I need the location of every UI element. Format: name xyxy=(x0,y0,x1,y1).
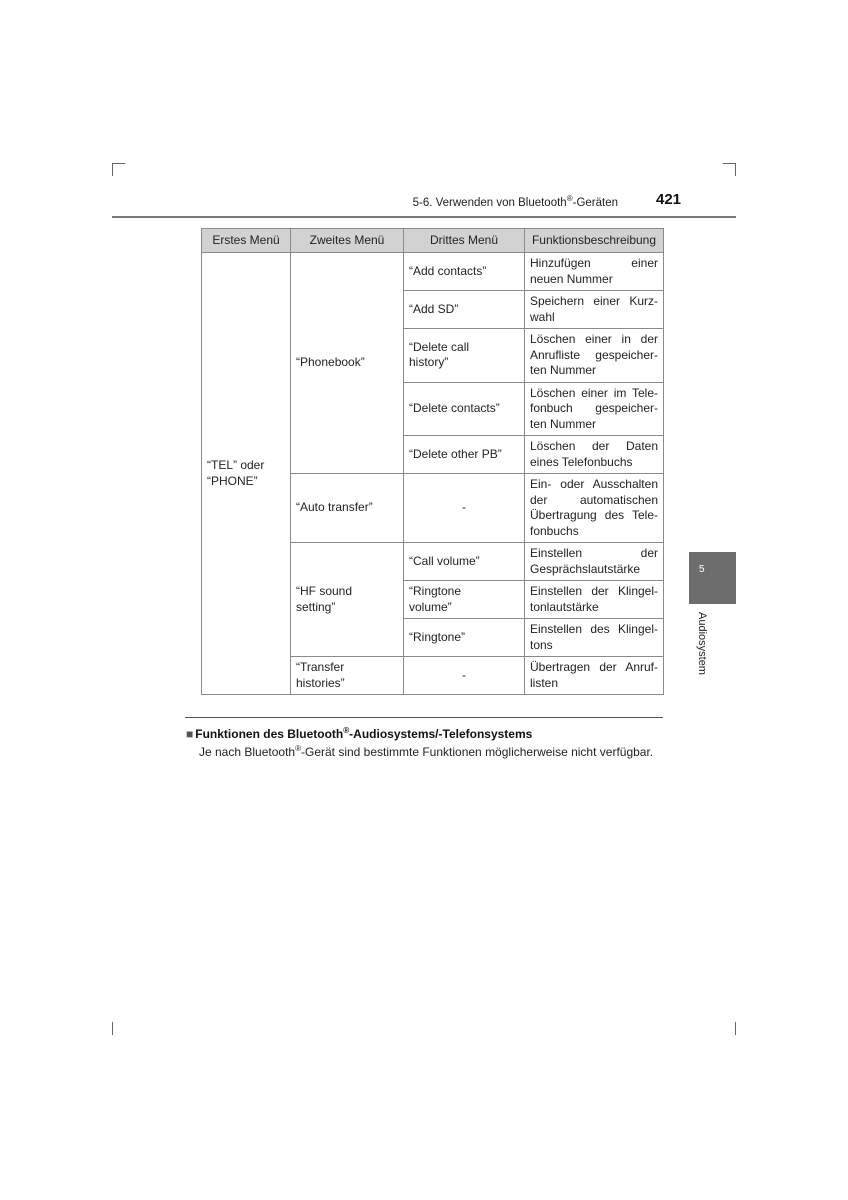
table-row xyxy=(202,253,664,291)
cell-line: histories” xyxy=(296,675,345,690)
cell-description xyxy=(525,329,664,383)
cell-line: ten Nummer xyxy=(530,416,597,431)
cell-second-menu xyxy=(291,657,404,695)
cell-line: fonbuch gespeicher- xyxy=(530,401,658,415)
cell-line: “Auto transfer” xyxy=(296,500,373,515)
cell-line: tonlautstärke xyxy=(530,599,599,614)
crop-mark-bottom-right-v xyxy=(735,1022,736,1035)
cell-description xyxy=(525,382,664,436)
cell-line: listen xyxy=(530,675,559,690)
table-bottom-rule xyxy=(185,717,663,718)
cell-line: “TEL” oder xyxy=(207,458,265,472)
table-body xyxy=(202,253,664,695)
cell-second-menu xyxy=(291,253,404,474)
cell-line: wahl xyxy=(530,309,555,324)
note-text: Je nach Bluetooth®-Gerät sind bestimmte Funktionen möglicherweise nicht verfügbar. xyxy=(199,744,654,759)
cell-line: ten Nummer xyxy=(530,363,597,377)
note-heading: ■ Funktionen des Bluetooth®-Audiosystems/-Telefonsystems xyxy=(186,726,533,741)
cell-description xyxy=(525,291,664,329)
cell-line: Löschen der Daten xyxy=(530,439,658,453)
section-label: Audiosystem xyxy=(696,612,708,675)
crop-mark-bottom-left-v xyxy=(112,1022,113,1035)
column-header-first-menu: Erstes Menü xyxy=(202,229,291,253)
cell-description xyxy=(525,436,664,474)
column-header-second-menu: Zweites Menü xyxy=(291,229,404,253)
cell-line: Anrufliste gespeicher- xyxy=(530,347,658,362)
cell-line: Löschen einer im Tele- xyxy=(530,385,658,400)
cell-line: volume” xyxy=(409,599,452,614)
cell-line: Übertragung des Tele- xyxy=(530,508,658,522)
cell-line: neuen Nummer xyxy=(530,271,613,286)
cell-description xyxy=(525,543,664,581)
cell-first-menu xyxy=(202,253,291,695)
cell-line: Gesprächslautstärke xyxy=(530,561,641,576)
cell-line: - xyxy=(462,500,466,515)
header-rule xyxy=(112,216,736,218)
cell-line: Übertragen der Anruf- xyxy=(530,660,658,674)
cell-description xyxy=(525,619,664,657)
cell-line: Ein- oder Ausschalten xyxy=(530,477,658,491)
cell-third-menu xyxy=(404,291,525,329)
cell-line: “Transfer xyxy=(296,660,345,674)
cell-line: history” xyxy=(409,355,449,370)
header-title: 5-6. Verwenden von Bluetooth®-Geräten xyxy=(412,194,618,209)
cell-line: “PHONE” xyxy=(207,473,258,488)
cell-line: der automatischen xyxy=(530,492,658,507)
square-bullet-icon: ■ xyxy=(186,727,194,741)
menu-table xyxy=(201,228,664,695)
cell-line: Einstellen des Klingel- xyxy=(530,622,658,636)
cell-third-menu xyxy=(404,382,525,436)
cell-third-menu xyxy=(404,543,525,581)
cell-line: Löschen einer in der xyxy=(530,332,658,346)
cell-line: “Delete contacts” xyxy=(409,401,500,415)
column-header-third-menu: Drittes Menü xyxy=(404,229,525,253)
cell-line: Einstellen der xyxy=(530,546,658,560)
table-header-row xyxy=(202,229,664,253)
cell-line: “Add SD” xyxy=(409,301,459,316)
cell-line: “Call volume” xyxy=(409,553,480,568)
column-header-description: Funktionsbeschreibung xyxy=(525,229,664,253)
cell-description xyxy=(525,657,664,695)
cell-line: setting” xyxy=(296,599,336,614)
cell-third-menu xyxy=(404,253,525,291)
crop-mark-top-left-h xyxy=(112,163,125,164)
cell-description xyxy=(525,253,664,291)
cell-line: “Ringtone xyxy=(409,584,462,598)
cell-second-menu xyxy=(291,543,404,657)
cell-third-menu xyxy=(404,657,525,695)
cell-description xyxy=(525,581,664,619)
crop-mark-top-right-v xyxy=(735,163,736,176)
cell-line: fonbuchs xyxy=(530,523,579,538)
cell-line: Speichern einer Kurz- xyxy=(530,294,658,308)
cell-line: “Phonebook” xyxy=(296,355,365,370)
section-tab xyxy=(689,552,736,604)
cell-second-menu xyxy=(291,474,404,543)
cell-line: - xyxy=(462,667,466,682)
cell-line: “HF sound xyxy=(296,584,353,598)
cell-line: tons xyxy=(530,637,553,652)
cell-line: “Add contacts” xyxy=(409,263,487,278)
cell-third-menu xyxy=(404,329,525,383)
section-number: 5 xyxy=(699,564,705,575)
cell-third-menu xyxy=(404,581,525,619)
cell-third-menu xyxy=(404,619,525,657)
cell-line: Hinzufügen einer xyxy=(530,256,658,270)
cell-line: Einstellen der Klingel- xyxy=(530,584,658,598)
page-number: 421 xyxy=(656,191,682,208)
cell-third-menu xyxy=(404,436,525,474)
cell-line: eines Telefonbuchs xyxy=(530,454,633,469)
cell-third-menu xyxy=(404,474,525,543)
cell-line: “Delete other PB” xyxy=(409,446,502,461)
crop-mark-top-left-v xyxy=(112,163,113,176)
cell-description xyxy=(525,474,664,543)
cell-line: “Ringtone” xyxy=(409,629,466,644)
cell-line: “Delete call xyxy=(409,339,470,354)
